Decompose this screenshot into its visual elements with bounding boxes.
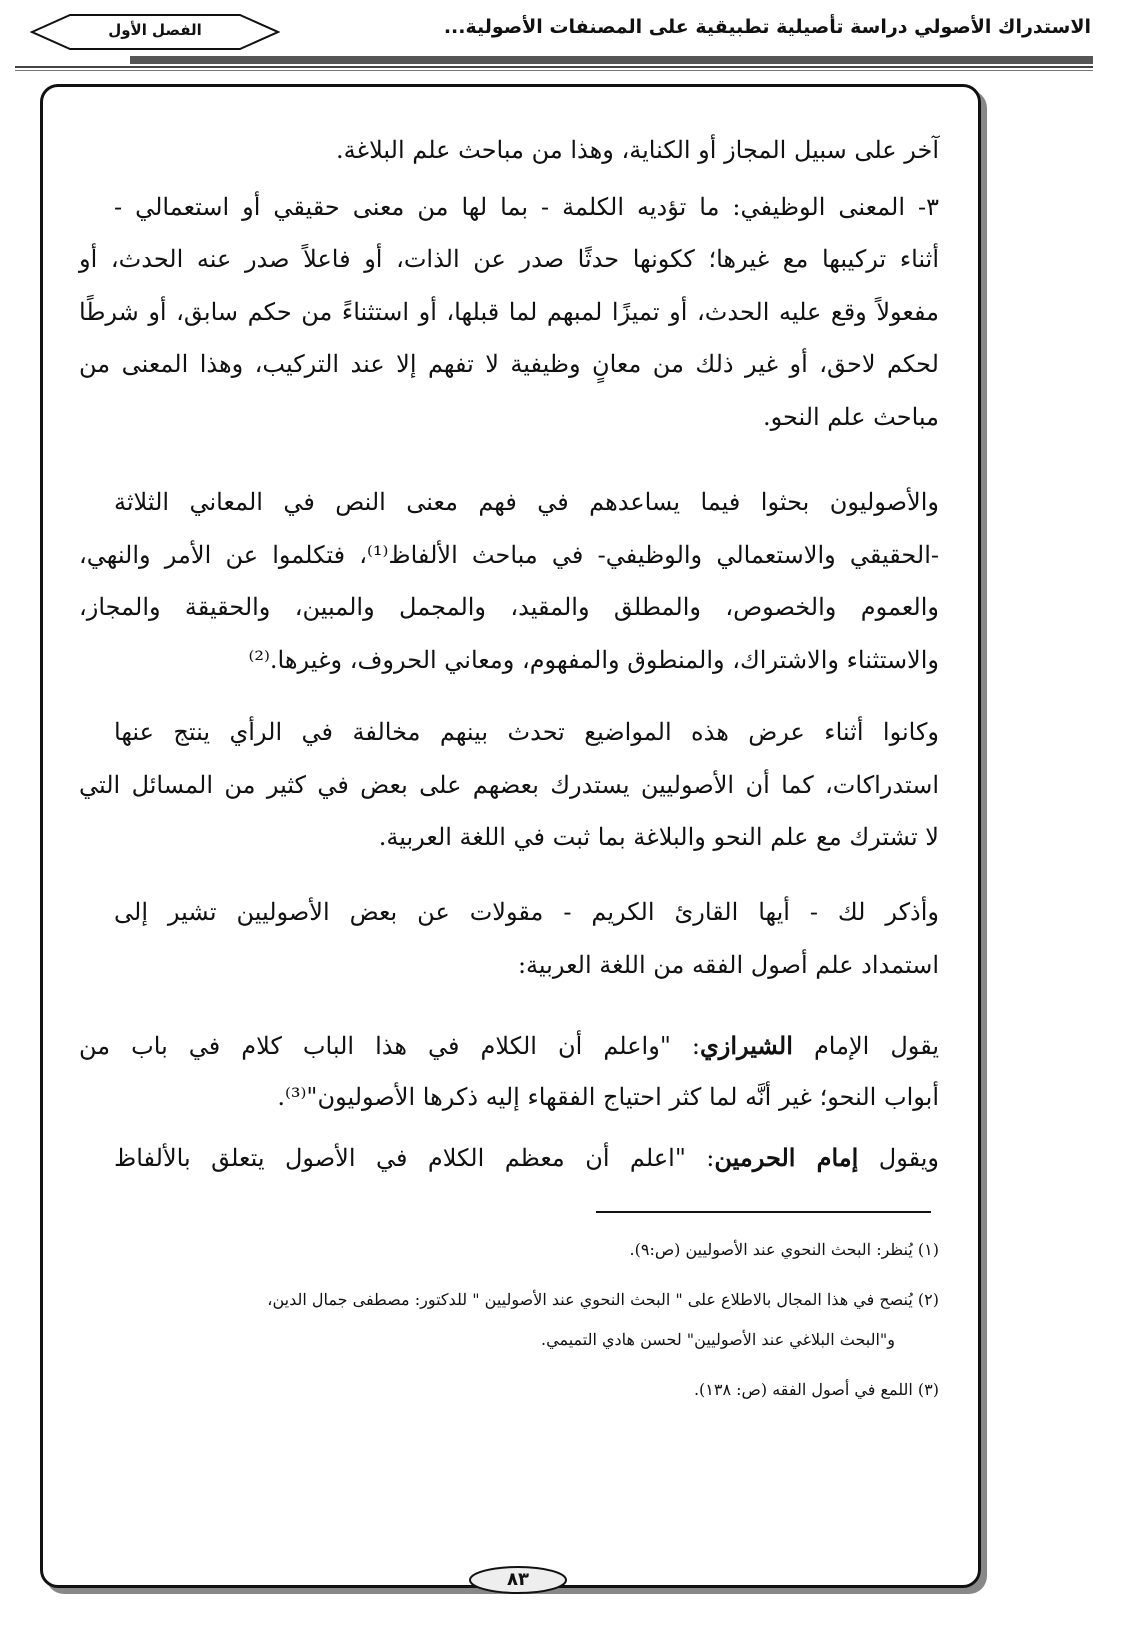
header-rule-thin xyxy=(15,66,1093,68)
text-line: لحكم لاحق، أو غير ذلك من معانٍ وظيفية لا تفهم إلا عند التركيب، وهذا المعنى من xyxy=(79,350,939,378)
text-line: استمداد علم أصول الفقه من اللغة العربية: xyxy=(517,951,939,979)
text-line: وأذكر لك - أيها القارئ الكريم - مقولات عن بعض الأصوليين تشير إلى xyxy=(114,898,939,926)
footnote: (٢) يُنصح في هذا المجال بالاطلاع على " البحث النحوي عند الأصوليين " للدكتور: مصطفى جمال الدين، xyxy=(267,1290,939,1309)
text-line: مباحث علم النحو. xyxy=(762,403,939,431)
text-line: آخر على سبيل المجاز أو الكناية، وهذا من مباحث علم البلاغة. xyxy=(336,136,939,164)
text-segment: يقول الإمام xyxy=(792,1032,940,1060)
text-line: مفعولاً وقع عليه الحدث، أو تميزًا لمبهم لما قبلها، أو استثناءً من حكم سابق، أو شرطًا xyxy=(79,298,939,326)
footnote: (٣) اللمع في أصول الفقه (ص: ١٣٨). xyxy=(693,1380,939,1399)
text-segment: ويقول xyxy=(858,1144,939,1172)
text-line xyxy=(79,1031,939,1060)
text-line xyxy=(114,1143,939,1172)
text-line: وكانوا أثناء عرض هذه المواضيع تحدث بينهم مخالفة في الرأي ينتج عنها xyxy=(114,718,939,746)
text-line: لا تشترك مع علم النحو والبلاغة بما ثبت في اللغة العربية. xyxy=(378,823,939,851)
text-line: أثناء تركيبها مع غيرها؛ ككونها حدثًا صدر عن الذات، أو فاعلاً صدر عنه الحدث، أو xyxy=(79,245,939,273)
text-line: ٣- المعنى الوظيفي: ما تؤديه الكلمة - بما لها من معنى حقيقي أو استعمالي - xyxy=(114,193,940,221)
text-segment: : "اعلم أن معظم الكلام في الأصول يتعلق بالألفاظ xyxy=(114,1144,715,1172)
author-name: إمام الحرمين xyxy=(714,1143,859,1172)
text-line: أبواب النحو؛ غير أنَّه لما كثر احتياج الفقهاء إليه ذكرها الأصوليون"⁽³⁾. xyxy=(277,1083,939,1111)
text-line: استدراكات، كما أن الأصوليين يستدرك بعضهم على بعض في كثير من المسائل التي xyxy=(79,771,939,799)
page-number-badge xyxy=(468,1565,568,1595)
text-line: والاستثناء والاشتراك، والمنطوق والمفهوم، ومعاني الحروف، وغيرها.⁽²⁾ xyxy=(248,646,939,674)
text-segment: : "واعلم أن الكلام في هذا الباب كلام في باب من xyxy=(79,1032,700,1060)
text-line: والأصوليون بحثوا فيما يساعدهم في فهم معنى النص في المعاني الثلاثة xyxy=(114,488,939,516)
text-line: -الحقيقي والاستعمالي والوظيفي- في مباحث الألفاظ⁽¹⁾، فتكلموا عن الأمر والنهي، xyxy=(79,541,939,569)
footnote: و"البحث البلاغي عند الأصوليين" لحسن هادي التميمي. xyxy=(541,1330,895,1349)
page-number: ٨٣ xyxy=(507,1569,529,1590)
chapter-badge xyxy=(30,12,280,52)
header-rule-thin2 xyxy=(15,70,1093,71)
chapter-label: الفصل الأول xyxy=(108,21,202,39)
text-line: والعموم والخصوص، والمطلق والمقيد، والمجمل والمبين، والحقيقة والمجاز، xyxy=(79,593,939,621)
footnote: (١) يُنظر: البحث النحوي عند الأصوليين (ص:٩). xyxy=(629,1240,939,1259)
author-name: الشيرازي xyxy=(699,1031,793,1060)
book-title: الاستدراك الأصولي دراسة تأصيلية تطبيقية على المصنفات الأصولية... xyxy=(443,16,1091,38)
footnote-separator xyxy=(596,1211,931,1213)
header-rule xyxy=(130,56,1093,64)
